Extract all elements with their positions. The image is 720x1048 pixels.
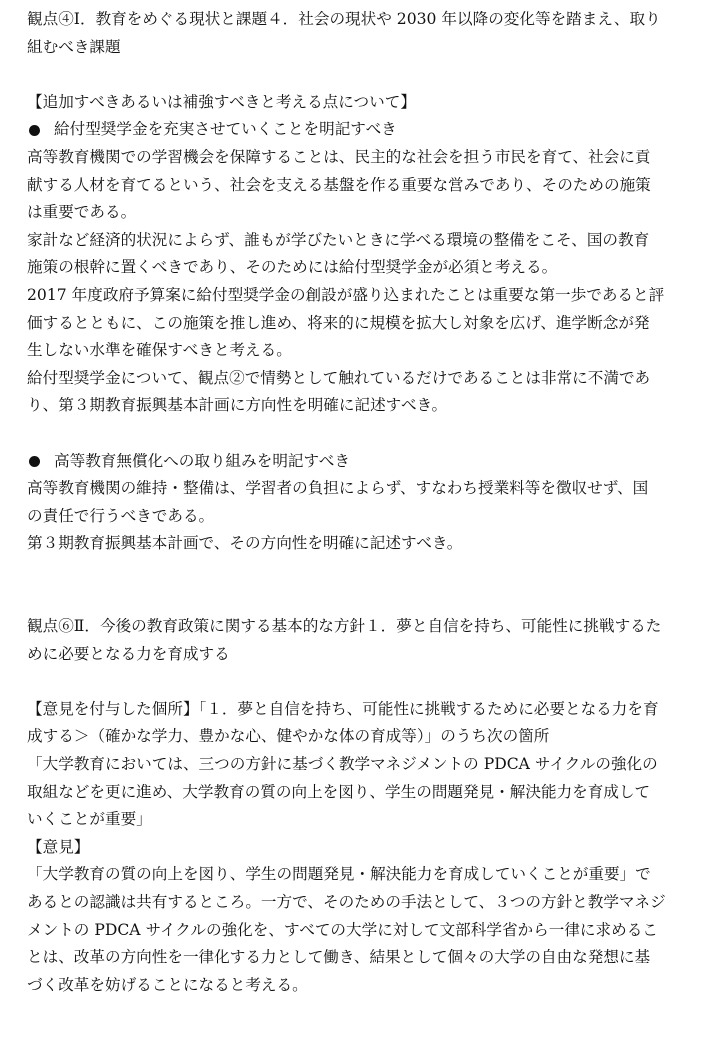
bullet-icon (29, 125, 40, 136)
opinion-line: づく改革を妨げることになると考える。 (27, 975, 308, 994)
paragraph-line: 高等教育機関での学習機会を保障することは、民主的な社会を担う市民を育て、社会に貢 (27, 147, 651, 166)
opinion-line: とは、改革の方向性を一律化する力として働き、結果として個々の大学の自由な発想に基 (27, 948, 651, 967)
opinion-line: あるとの認識は共有するところ。一方で、そのための手法として、３つの方針と教学マネジ (27, 893, 666, 911)
paragraph-line: の責任で行うべきである。 (27, 506, 215, 525)
paragraph-line: は重要である。 (27, 203, 137, 222)
bullet-item-2-title (27, 448, 711, 476)
bullet-item-1-title (27, 116, 711, 144)
section-2 (27, 613, 711, 999)
opinion-line: 「大学教育の質の向上を図り、学生の問題発見・解決能力を育成していくことが重要」で (27, 865, 651, 884)
location-line: 成する＞（確かな学力、豊かな心、健やかな体の育成等）」のうち次の箇所 (27, 727, 550, 746)
paragraph-line: 価するとともに、この施策を推し進め、将来的に規模を拡大し対象を広げ、進学断念が発 (27, 313, 650, 332)
location-line: 取組などを更に進め、大学教育の質の向上を図り、学生の問題発見・解決能力を育成して (27, 782, 651, 801)
paragraph-line: 生しない水準を確保すべきと考える。 (27, 341, 292, 360)
spacer (27, 61, 711, 89)
section-1-heading-line-2: 組むべき課題 (27, 37, 121, 56)
paragraph-line: 第３期教育振興基本計画で、その方向性を明確に記述すべき。 (27, 534, 463, 553)
paragraph-line: 高等教育機関の維持・整備は、学習者の負担によらず、すなわち授業料等を徴収せず、国 (27, 479, 649, 498)
spacer (27, 668, 711, 696)
section-1-heading-line-1: 観点④Ⅰ．教育をめぐる現状と課題４．社会の現状や 2030 年以降の変化等を踏まえ、取り (27, 10, 661, 28)
section-1-subheading: 【追加すべきあるいは補強すべきと考える点について】 (27, 92, 416, 111)
paragraph-line: 家計など経済的状況によらず、誰もが学びたいときに学べる環境の整備をこそ、国の教育 (27, 230, 650, 249)
document-page (27, 6, 711, 999)
section-2-heading-line-1: 観点⑥Ⅱ．今後の教育政策に関する基本的な方針１．夢と自信を持ち、可能性に挑戦するた (27, 617, 662, 636)
bullet-icon (29, 456, 40, 467)
location-line: 【意見を付与した個所】「１．夢と自信を持ち、可能性に挑戦するために必要となる力を育 (27, 699, 659, 718)
section-1 (27, 6, 711, 558)
bullet-item-2-title-text: 高等教育無償化への取り組みを明記すべき (54, 451, 350, 470)
paragraph-line: 給付型奨学金について、観点②で情勢として触れているだけであることは非常に不満であ (27, 368, 651, 387)
location-line: 「大学教育においては、三つの方針に基づく教学マネジメントの PDCA サイクルの強化の (27, 755, 658, 774)
opinion-line: メントの PDCA サイクルの強化を、すべての大学に対して文部科学省から一律に求めるこ (27, 920, 658, 939)
opinion-label: 【意見】 (27, 837, 90, 856)
bullet-item-1-title-text: 給付型奨学金を充実させていくことを明記すべき (54, 120, 397, 139)
location-line: いくことが重要」 (27, 810, 152, 829)
section-spacer (27, 558, 711, 613)
paragraph-line: 施策の根幹に置くべきであり、そのためには給付型奨学金が必須と考える。 (27, 258, 558, 277)
paragraph-line: 献する人材を育てるという、社会を支える基盤を作る重要な営みであり、そのための施策 (27, 175, 651, 194)
paragraph-line: 2017 年度政府予算案に給付型奨学金の創設が盛り込まれたことは重要な第一歩であると評 (27, 285, 665, 304)
spacer (27, 420, 711, 448)
section-2-heading-line-2: めに必要となる力を育成する (27, 644, 230, 663)
paragraph-line: り、第３期教育振興基本計画に方向性を明確に記述すべき。 (27, 396, 448, 415)
